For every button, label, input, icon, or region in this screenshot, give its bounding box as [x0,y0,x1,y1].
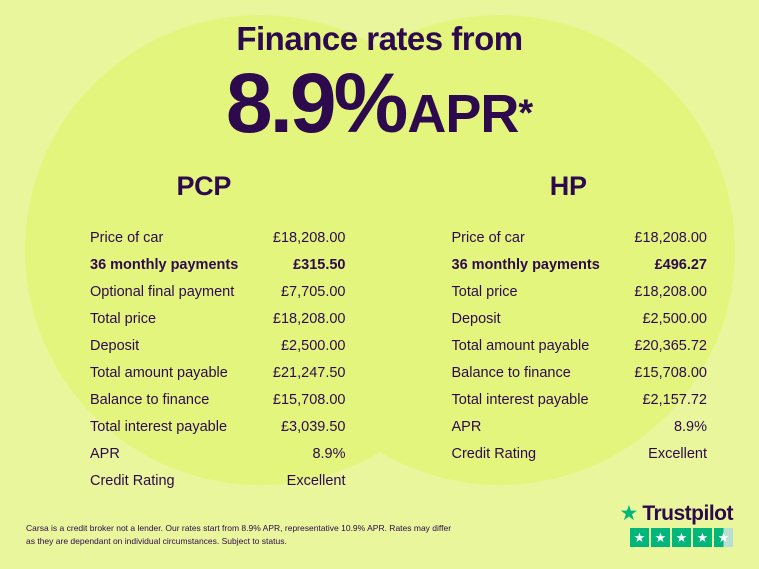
table-row [90,413,346,440]
row-value: Excellent [286,472,346,489]
half-star-icon [714,528,733,547]
table-row [90,386,346,413]
disclaimer-text: Carsa is a credit broker not a lender. Our rates start from 8.9% APR, representative 10.9% APR. Rates may differ as they are dependant on individual circumstances. Subject to status. [26,523,452,546]
column-title-pcp: PCP [176,171,232,201]
star-glyph: ★ [633,530,646,545]
table-row [90,278,346,305]
table-row [90,332,346,359]
row-label: Total amount payable [451,337,590,354]
finance-comparison [0,171,759,494]
table-row [90,467,346,494]
row-label: Balance to finance [90,391,210,408]
row-value: £2,500.00 [642,310,707,327]
trustpilot-star-icon: ★ [619,502,639,525]
table-row [90,359,346,386]
row-value: £20,365.72 [634,337,707,354]
row-label: Deposit [90,337,140,354]
table-row [90,224,346,251]
row-label: Optional final payment [90,283,235,300]
row-value: £18,208.00 [634,229,707,246]
star-icon [651,528,670,547]
row-label: 36 monthly payments [90,256,239,273]
star-glyph: ★ [675,530,688,545]
row-label: Total price [90,310,157,327]
row-label: Price of car [451,229,525,246]
poster-footer [0,503,759,569]
trustpilot-wordmark: Trustpilot [642,502,733,525]
row-label: Total interest payable [451,391,589,408]
row-label: APR [451,418,482,435]
row-value: £21,247.50 [272,364,346,381]
star-icon [672,528,691,547]
table-row [452,413,708,440]
trustpilot-rating [620,503,734,547]
column-title-hp: HP [549,171,587,201]
table-row [452,440,708,467]
trustpilot-stars [620,528,734,547]
row-label: Price of car [90,229,164,246]
table-row [90,251,346,278]
row-label: APR [90,445,120,462]
row-label: Credit Rating [451,445,537,462]
row-value: £18,208.00 [272,310,346,327]
row-value: £496.27 [654,256,707,273]
row-value: Excellent [648,445,707,462]
row-label: Total price [451,283,518,300]
row-value: £2,157.72 [642,391,707,408]
star-glyph: ★ [696,530,709,545]
table-row [90,305,346,332]
finance-column-pcp [18,171,380,494]
row-label: Total interest payable [90,418,228,435]
table-row [452,332,708,359]
row-value: £18,208.00 [634,283,707,300]
row-value: £3,039.50 [280,418,346,435]
table-row [452,386,708,413]
star-icon [693,528,712,547]
page-title: Finance rates from [236,20,523,57]
row-value: 8.9% [312,445,346,462]
row-value: £7,705.00 [280,283,346,300]
table-row [452,278,708,305]
row-label: Total amount payable [90,364,228,381]
star-glyph: ★ [654,530,667,545]
rate-number: 8.9% [225,56,406,150]
row-label: 36 monthly payments [451,256,600,273]
finance-column-hp [380,171,742,494]
row-value: 8.9% [673,418,707,435]
star-glyph: ★ [717,530,730,545]
table-row [452,359,708,386]
table-row [452,251,708,278]
table-row [452,224,708,251]
row-value: £2,500.00 [280,337,346,354]
trustpilot-logo [620,503,734,524]
row-value: £315.50 [293,256,346,273]
rate-asterisk: * [518,92,534,135]
star-icon [630,528,649,547]
table-row [452,305,708,332]
row-label: Credit Rating [90,472,175,489]
rate-unit: APR [407,84,519,144]
row-value: £15,708.00 [272,391,346,408]
row-label: Balance to finance [451,364,571,381]
row-value: £15,708.00 [634,364,707,381]
row-value: £18,208.00 [272,229,346,246]
table-row [90,440,346,467]
headline-rate [0,56,759,150]
row-label: Deposit [451,310,501,327]
